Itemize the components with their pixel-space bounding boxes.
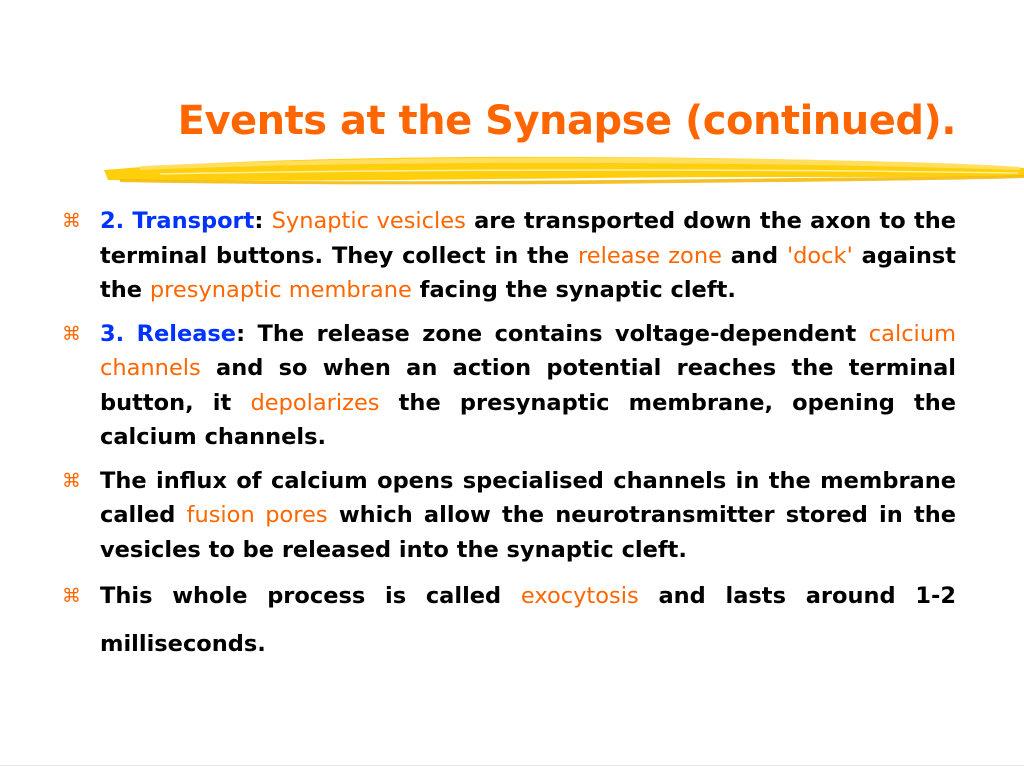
bullet-icon: ⌘	[62, 469, 81, 492]
bullet-text: are transported down the axon to the terminal buttons. They collect in the	[100, 208, 956, 269]
highlight-term: 'dock'	[786, 242, 853, 269]
highlight-term: presynaptic membrane	[149, 277, 412, 303]
highlight-term: fusion pores	[186, 502, 328, 528]
bullet-text: :	[254, 208, 272, 234]
title-underline-brush-stroke	[100, 148, 1024, 190]
bullet-text: facing the synaptic cleft.	[411, 277, 736, 303]
bullet-text: and	[721, 242, 787, 269]
slide-bottom-rule	[0, 765, 1024, 766]
highlight-term: exocytosis	[520, 583, 639, 609]
highlight-term: calcium channels	[100, 320, 956, 381]
bullet-text: and lasts around 1-2 milliseconds.	[100, 583, 956, 657]
bullet-heading: 3. Release	[100, 320, 237, 347]
bullet-icon: ⌘	[62, 210, 81, 232]
bullet-list	[62, 204, 956, 677]
bullet-text: The influx of calcium opens specialised channels in the membrane called	[100, 467, 956, 528]
bullet-text: against the	[100, 242, 956, 303]
bullet-item	[62, 572, 956, 668]
highlight-term: release zone	[578, 242, 722, 269]
bullet-text: This whole process is called	[100, 583, 521, 609]
bullet-text: the presynaptic membrane, opening the calcium channels.	[100, 389, 957, 450]
slide-title: Events at the Synapse (continued).	[177, 98, 956, 144]
bullet-heading: 2. Transport	[100, 208, 255, 234]
highlight-term: Synaptic vesicles	[271, 208, 466, 234]
bullet-item	[62, 317, 956, 455]
bullet-icon: ⌘	[62, 585, 81, 607]
bullet-text: which allow the neurotransmitter stored in the vesicles to be released into the synaptic cleft.	[100, 502, 957, 563]
bullet-text: and so when an action potential reaches the terminal button, it	[100, 355, 956, 416]
bullet-icon: ⌘	[62, 322, 81, 345]
bullet-item	[62, 464, 956, 568]
bullet-text: : The release zone contains voltage-dependent	[236, 320, 869, 347]
highlight-term: depolarizes	[250, 389, 380, 416]
bullet-item	[62, 204, 956, 308]
